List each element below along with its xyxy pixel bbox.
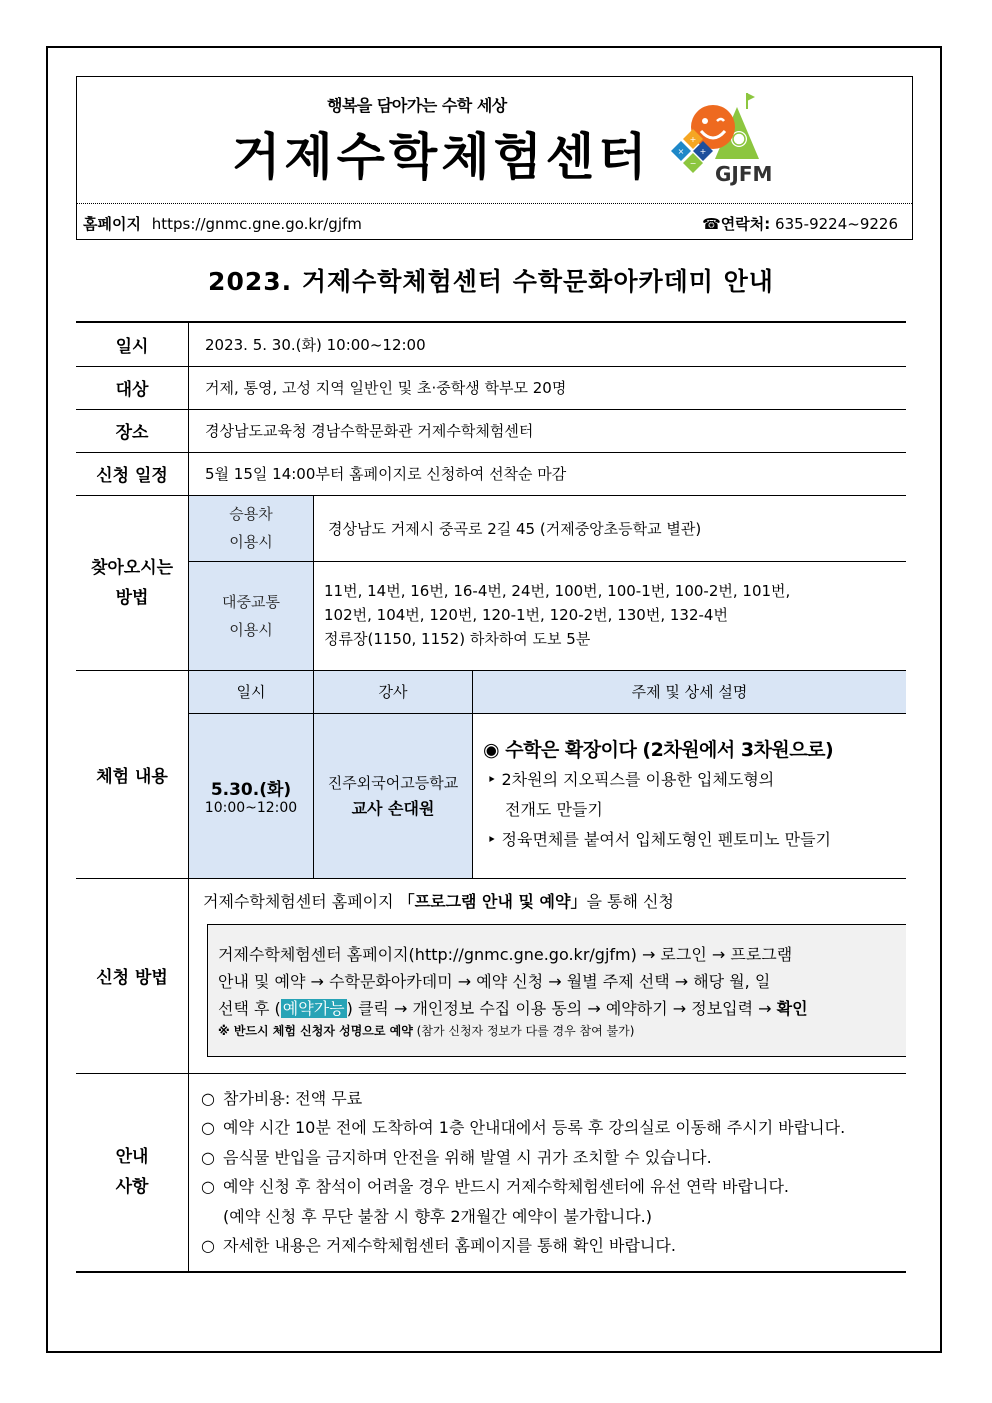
session-topic — [473, 713, 907, 878]
note-item — [201, 1143, 906, 1173]
homepage-link[interactable]: https://gnmc.gne.go.kr/gjfm — [151, 215, 362, 233]
bullet-1-line1: 2차원의 지오픽스를 이용한 입체도형의 — [501, 769, 775, 789]
circle-bullet-icon: ○ — [201, 1236, 215, 1255]
info-table — [76, 321, 906, 1273]
row-datetime — [76, 322, 906, 366]
lecturer-name: 교사 손대원 — [351, 798, 435, 818]
label-transit-line2: 이용시 — [229, 620, 273, 639]
label-program: 체험 내용 — [76, 670, 189, 878]
note-text: 음식물 반입을 금지하며 안전을 위해 발열 시 귀가 조치할 수 있습니다. — [223, 1147, 712, 1167]
label-apply: 신청 방법 — [76, 878, 189, 1073]
header-box — [76, 76, 913, 240]
value-datetime: 2023. 5. 30.(화) 10:00~12:00 — [189, 322, 907, 366]
apply-steps-line1: 거제수학체험센터 홈페이지(http://gnmc.gne.go.kr/gjfm) → 로그인 → 프로그램 — [218, 944, 793, 964]
row-directions-car — [76, 495, 906, 561]
value-target: 거제, 통영, 고성 지역 일반인 및 초·중학생 학부모 20명 — [189, 366, 907, 409]
value-apply — [189, 878, 907, 1073]
value-car: 경상남도 거제시 중곡로 2길 45 (거제중앙초등학교 별관) — [314, 495, 907, 561]
label-place: 장소 — [76, 409, 189, 452]
homepage-label: 홈페이지 — [83, 215, 141, 233]
value-place: 경상남도교육청 경남수학문화관 거제수학체험센터 — [189, 409, 907, 452]
session-lecturer — [314, 713, 473, 878]
apply-intro-prefix: 거제수학체험센터 홈페이지 — [203, 891, 399, 911]
homepage-info — [83, 213, 362, 234]
value-schedule: 5월 15일 14:00부터 홈페이지로 신청하여 선착순 마감 — [189, 452, 907, 495]
row-schedule — [76, 452, 906, 495]
transit-line3: 정류장(1150, 1152) 하차하여 도보 5분 — [324, 629, 591, 648]
session-datetime — [189, 713, 314, 878]
label-notes-line2: 사항 — [115, 1177, 149, 1197]
lecturer-school: 진주외국어고등학교 — [327, 773, 459, 792]
svg-text:+: + — [689, 135, 697, 144]
row-directions-transit — [76, 561, 906, 670]
apply-steps-box — [207, 924, 906, 1057]
row-program-header — [76, 670, 906, 713]
label-transit-line1: 대중교통 — [222, 592, 280, 611]
circle-bullet-icon: ○ — [201, 1088, 215, 1108]
circle-bullet-icon: ○ — [201, 1147, 215, 1167]
apply-note-bold: ※ 반드시 체험 신청자 성명으로 예약 — [218, 1023, 413, 1038]
apply-intro — [189, 879, 906, 912]
apply-intro-bold: 「프로그램 안내 및 예약」 — [398, 891, 587, 911]
session-date: 5.30.(화) — [210, 780, 292, 800]
label-datetime: 일시 — [76, 322, 189, 366]
steps-line3-suffix: ) 클릭 → 개인정보 수집 이용 동의 → 예약하기 → 정보입력 → — [346, 998, 777, 1018]
center-name: 거제수학체험센터 — [232, 128, 651, 186]
steps-final: 확인 — [776, 998, 808, 1018]
label-schedule: 신청 일정 — [76, 452, 189, 495]
gjfm-logo-icon — [659, 89, 779, 189]
tagline: 행복을 담아가는 수학 세상 — [327, 96, 507, 115]
col-head-lecturer: 강사 — [314, 670, 473, 713]
document-title: 2023. 거제수학체험센터 수학문화아카데미 안내 — [208, 267, 774, 296]
label-car-line2: 이용시 — [229, 533, 273, 551]
note-item — [201, 1231, 906, 1261]
transit-line2: 102번, 104번, 120번, 120-1번, 120-2번, 130번, 132-4번 — [324, 605, 728, 624]
note-item — [201, 1172, 906, 1202]
circle-bullet-icon: ○ — [201, 1118, 215, 1137]
col-head-topic: 주제 및 상세 설명 — [473, 670, 907, 713]
note-item — [201, 1113, 906, 1143]
apply-steps-line2: 안내 및 예약 → 수학문화아카데미 → 예약 신청 → 월별 주제 선택 → 해당 월, 일 — [218, 971, 771, 991]
note-item — [201, 1084, 906, 1114]
label-notes-line1: 안내 — [115, 1147, 149, 1167]
notes-list — [189, 1073, 907, 1272]
row-place — [76, 409, 906, 452]
bullet-2-line1: 정육면체를 붙여서 입체도형인 펜토미노 만들기 — [501, 829, 831, 849]
contact-info — [702, 213, 898, 234]
row-notes — [76, 1073, 906, 1272]
topic-bullet-2 — [483, 825, 896, 855]
label-directions-line2: 방법 — [115, 587, 149, 608]
svg-text:×: × — [677, 147, 685, 156]
label-directions — [76, 495, 189, 670]
value-transit — [314, 561, 907, 670]
row-target — [76, 366, 906, 409]
session-time: 10:00~12:00 — [204, 800, 298, 816]
reservable-highlight: 예약가능 — [282, 998, 345, 1018]
radio-bullet-icon: ◉ — [483, 738, 500, 761]
row-apply — [76, 878, 906, 1073]
steps-line3-prefix: 선택 후 ( — [218, 998, 281, 1018]
header-divider — [77, 203, 912, 204]
label-car-line1: 승용차 — [229, 505, 273, 523]
svg-text:GJFM: GJFM — [715, 162, 773, 186]
svg-text:−: − — [689, 159, 697, 168]
note-text: 참가비용: 전액 무료 — [223, 1088, 363, 1108]
contact-number: 635-9224~9226 — [775, 215, 898, 233]
apply-intro-suffix: 을 통해 신청 — [586, 891, 674, 911]
apply-steps-line3 — [218, 995, 900, 1022]
note-text: 예약 신청 후 참석이 어려울 경우 반드시 거제수학체험센터에 유선 연락 바랍니다. — [223, 1177, 789, 1196]
label-directions-line1: 찾아오시는 — [90, 557, 174, 578]
transit-line1: 11번, 14번, 16번, 16-4번, 24번, 100번, 100-1번, 100-2번, 101번, — [324, 581, 791, 600]
svg-text:+: + — [699, 147, 707, 156]
apply-note-rest: (참가 신청자 정보가 다를 경우 참여 불가) — [412, 1023, 635, 1038]
topic-title — [483, 735, 896, 765]
circle-bullet-icon: ○ — [201, 1177, 215, 1196]
triangle-bullet-icon: ‣ — [487, 829, 497, 849]
label-notes — [76, 1073, 189, 1272]
label-target: 대상 — [76, 366, 189, 409]
label-car — [189, 495, 314, 561]
topic-title-text: 수학은 확장이다 (2차원에서 3차원으로) — [505, 738, 834, 761]
col-head-date: 일시 — [189, 670, 314, 713]
contact-label: 연락처: — [720, 215, 771, 233]
row-program-session — [76, 713, 906, 878]
note-text: 예약 시간 10분 전에 도착하여 1층 안내대에서 등록 후 강의실로 이동해 주시기 바랍니다. — [223, 1118, 846, 1137]
topic-bullet-1 — [483, 765, 896, 825]
note-text: 자세한 내용은 거제수학체험센터 홈페이지를 통해 확인 바랍니다. — [223, 1236, 676, 1255]
bullet-1-line2: 전개도 만들기 — [505, 799, 603, 819]
phone-icon: ☎ — [702, 215, 721, 233]
triangle-bullet-icon: ‣ — [487, 769, 497, 789]
note-continuation: (예약 신청 후 무단 불참 시 향후 2개월간 예약이 불가합니다.) — [223, 1206, 653, 1226]
label-transit — [189, 561, 314, 670]
apply-note — [218, 1022, 900, 1040]
